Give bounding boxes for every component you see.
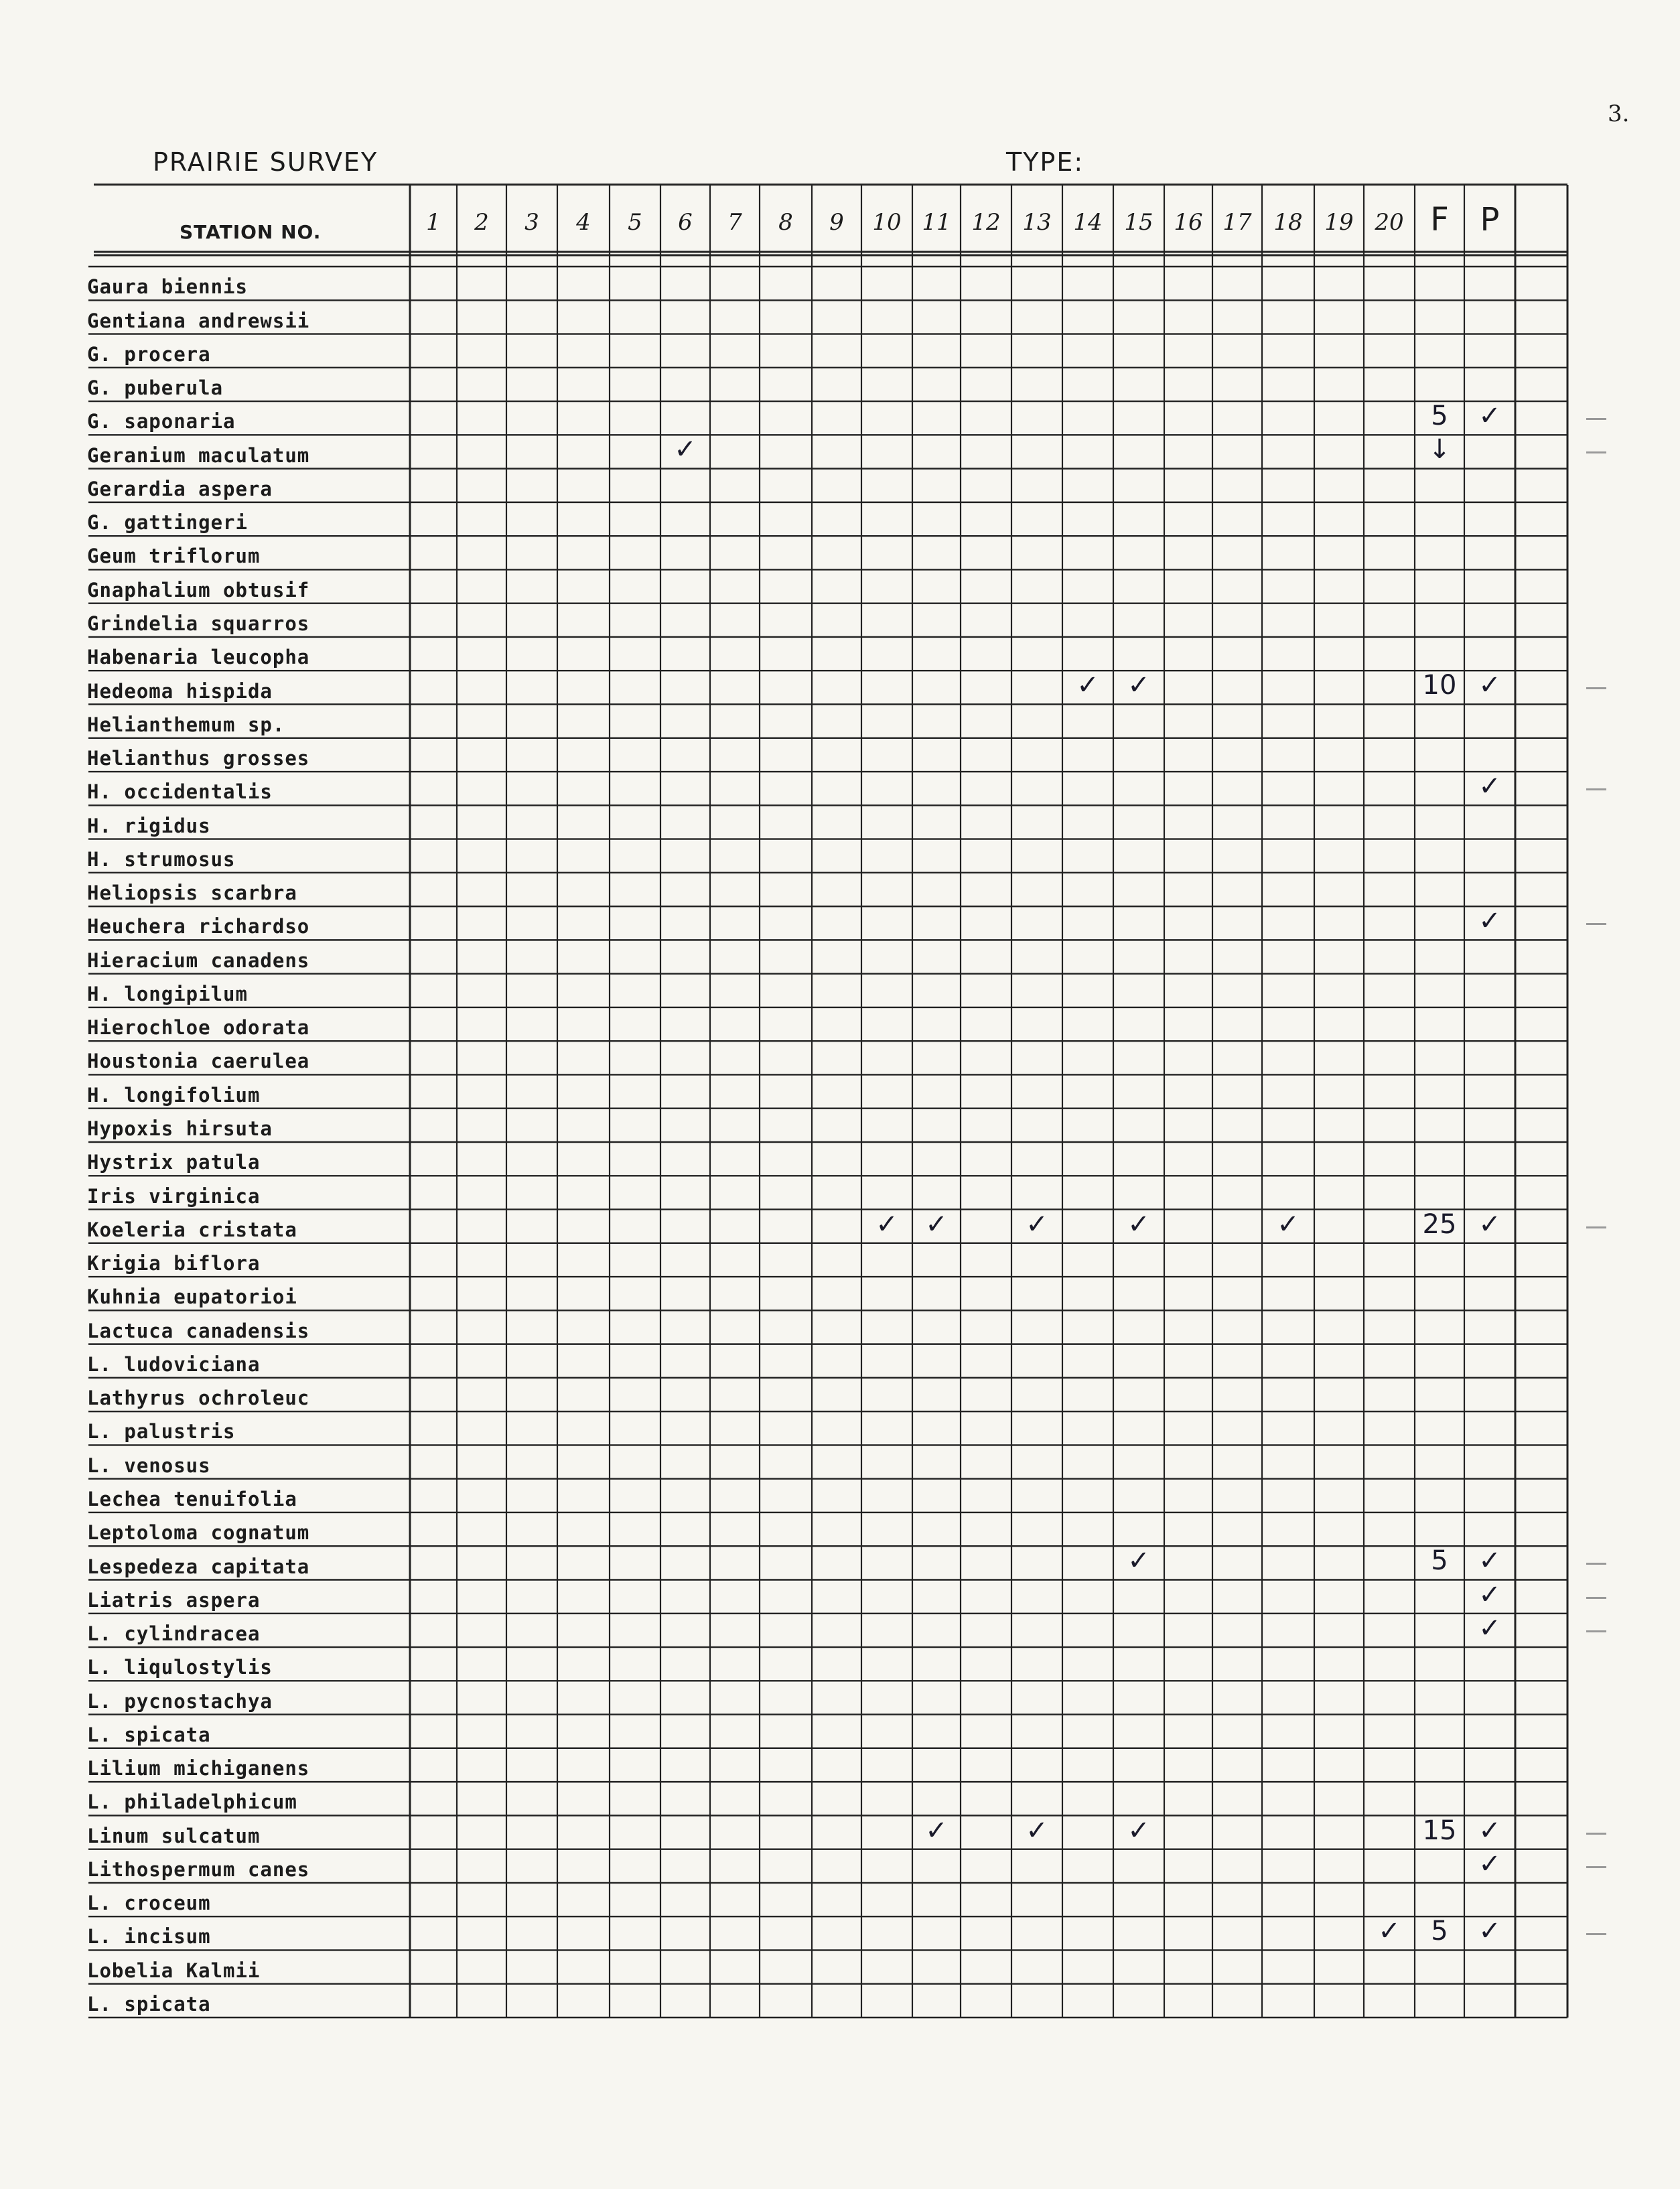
species-name: Grindelia squarros bbox=[87, 612, 310, 635]
type-label: TYPE: bbox=[1006, 147, 1084, 177]
column-header: 11 bbox=[922, 209, 951, 236]
column-header: 18 bbox=[1273, 209, 1303, 236]
species-name: L. venosus bbox=[87, 1454, 211, 1477]
species-name: Gentiana andrewsii bbox=[87, 309, 310, 332]
column-header: 13 bbox=[1022, 209, 1052, 236]
species-name: Heliopsis scarbra bbox=[87, 881, 297, 905]
station-check-mark: ✓ bbox=[674, 434, 697, 466]
margin-dash bbox=[1586, 1630, 1606, 1632]
frequency-value: 5 bbox=[1431, 1916, 1448, 1947]
species-name: L. philadelphicum bbox=[87, 1790, 297, 1814]
column-header: 4 bbox=[576, 209, 591, 236]
frequency-value: 5 bbox=[1431, 1545, 1448, 1577]
station-check-mark: ✓ bbox=[1127, 670, 1150, 701]
species-name: Lactuca canadensis bbox=[87, 1319, 310, 1342]
station-check-mark: ✓ bbox=[1127, 1815, 1150, 1846]
species-name: Gerardia aspera bbox=[87, 477, 273, 500]
margin-dash bbox=[1586, 1833, 1606, 1835]
frequency-value: 25 bbox=[1422, 1208, 1457, 1240]
species-name: Lobelia Kalmii bbox=[87, 1959, 261, 1982]
species-name: L. cylindracea bbox=[87, 1622, 261, 1646]
species-name: Hierochloe odorata bbox=[87, 1016, 310, 1040]
margin-dash bbox=[1586, 1933, 1606, 1935]
column-header: 3 bbox=[524, 209, 539, 236]
column-header: 9 bbox=[829, 209, 844, 236]
species-name: Lilium michiganens bbox=[87, 1757, 310, 1780]
species-name: Liatris aspera bbox=[87, 1588, 261, 1612]
column-header: 12 bbox=[971, 209, 1001, 236]
page-number: 3. bbox=[1608, 100, 1630, 127]
column-header: 8 bbox=[778, 209, 793, 236]
species-name: Gaura biennis bbox=[87, 275, 248, 299]
presence-check-mark: ✓ bbox=[1478, 906, 1501, 937]
species-name: Houstonia caerulea bbox=[87, 1050, 310, 1073]
presence-check-mark: ✓ bbox=[1478, 401, 1501, 432]
species-name: Hystrix patula bbox=[87, 1151, 261, 1174]
frequency-value: 15 bbox=[1422, 1815, 1457, 1846]
species-name: Krigia biflora bbox=[87, 1252, 261, 1275]
presence-check-mark: ✓ bbox=[1478, 1579, 1501, 1610]
frequency-value: ↓ bbox=[1428, 434, 1451, 466]
species-name: L. spicata bbox=[87, 1993, 211, 2016]
species-name: Leptoloma cognatum bbox=[87, 1521, 310, 1545]
column-header: 16 bbox=[1174, 209, 1203, 236]
species-name: Heuchera richardso bbox=[87, 915, 310, 938]
station-label: STATION NO. bbox=[180, 221, 322, 243]
margin-dash bbox=[1586, 788, 1606, 790]
column-header: 20 bbox=[1375, 209, 1404, 236]
species-name: Habenaria leucopha bbox=[87, 646, 310, 669]
station-check-mark: ✓ bbox=[1026, 1815, 1048, 1846]
margin-dash bbox=[1586, 1597, 1606, 1599]
presence-check-mark: ✓ bbox=[1478, 670, 1501, 701]
species-name: Gnaphalium obtusif bbox=[87, 578, 310, 602]
presence-check-mark: ✓ bbox=[1478, 1916, 1501, 1947]
presence-check-mark: ✓ bbox=[1478, 771, 1501, 802]
species-name: H. longipilum bbox=[87, 982, 248, 1005]
frequency-value: 10 bbox=[1422, 670, 1457, 701]
species-name: H. strumosus bbox=[87, 847, 236, 871]
species-name: G. saponaria bbox=[87, 410, 236, 433]
column-header: 5 bbox=[628, 209, 642, 236]
column-header: P bbox=[1480, 201, 1500, 238]
species-name: Kuhnia eupatorioi bbox=[87, 1285, 297, 1309]
species-name: Geranium maculatum bbox=[87, 443, 310, 467]
species-name: G. puberula bbox=[87, 376, 224, 400]
column-header: 17 bbox=[1222, 209, 1252, 236]
station-check-mark: ✓ bbox=[1026, 1208, 1048, 1240]
species-name: Geum triflorum bbox=[87, 545, 261, 568]
species-name: L. liqulostylis bbox=[87, 1656, 273, 1679]
station-check-mark: ✓ bbox=[1076, 670, 1099, 701]
species-name: Hedeoma hispida bbox=[87, 679, 273, 703]
presence-check-mark: ✓ bbox=[1478, 1545, 1501, 1577]
column-header: 14 bbox=[1073, 209, 1103, 236]
species-name: Helianthemum sp. bbox=[87, 713, 285, 736]
column-header: 2 bbox=[474, 209, 489, 236]
species-name: L. pycnostachya bbox=[87, 1689, 273, 1713]
column-header: F bbox=[1430, 201, 1449, 238]
margin-dash bbox=[1586, 923, 1606, 925]
species-name: L. croceum bbox=[87, 1892, 211, 1915]
presence-check-mark: ✓ bbox=[1478, 1208, 1501, 1240]
margin-dash bbox=[1586, 687, 1606, 689]
station-check-mark: ✓ bbox=[1127, 1545, 1150, 1577]
column-header: 19 bbox=[1324, 209, 1354, 236]
station-check-mark: ✓ bbox=[1127, 1208, 1150, 1240]
presence-check-mark: ✓ bbox=[1478, 1848, 1501, 1880]
species-name: G. gattingeri bbox=[87, 511, 248, 535]
species-name: Hypoxis hirsuta bbox=[87, 1117, 273, 1140]
margin-dash bbox=[1586, 418, 1606, 420]
species-name: L. incisum bbox=[87, 1925, 211, 1949]
species-name: Lechea tenuifolia bbox=[87, 1487, 297, 1510]
species-name: H. longifolium bbox=[87, 1083, 261, 1107]
presence-check-mark: ✓ bbox=[1478, 1815, 1501, 1846]
column-header: 6 bbox=[678, 209, 693, 236]
species-name: Iris virginica bbox=[87, 1184, 261, 1208]
station-check-mark: ✓ bbox=[1378, 1916, 1401, 1947]
species-name: Linum sulcatum bbox=[87, 1824, 261, 1847]
species-name: Koeleria cristata bbox=[87, 1218, 297, 1241]
species-name: Helianthus grosses bbox=[87, 747, 310, 770]
species-name: L. spicata bbox=[87, 1723, 211, 1746]
margin-dash bbox=[1586, 1226, 1606, 1228]
column-header: 1 bbox=[426, 209, 441, 236]
station-check-mark: ✓ bbox=[925, 1815, 948, 1846]
margin-dash bbox=[1586, 451, 1606, 453]
column-header: 10 bbox=[872, 209, 902, 236]
column-header: 7 bbox=[727, 209, 742, 236]
margin-dash bbox=[1586, 1866, 1606, 1868]
species-name: Lithospermum canes bbox=[87, 1857, 310, 1881]
species-name: Lespedeza capitata bbox=[87, 1555, 310, 1578]
species-name: H. rigidus bbox=[87, 814, 211, 837]
margin-dash bbox=[1586, 1563, 1606, 1565]
species-name: L. palustris bbox=[87, 1420, 236, 1443]
station-check-mark: ✓ bbox=[1277, 1208, 1300, 1240]
species-name: G. procera bbox=[87, 342, 211, 366]
column-header: 15 bbox=[1124, 209, 1153, 236]
frequency-value: 5 bbox=[1431, 401, 1448, 432]
station-check-mark: ✓ bbox=[925, 1208, 948, 1240]
species-name: H. occidentalis bbox=[87, 780, 273, 804]
presence-check-mark: ✓ bbox=[1478, 1612, 1501, 1644]
species-name: Hieracium canadens bbox=[87, 948, 310, 972]
species-name: L. ludoviciana bbox=[87, 1352, 261, 1376]
station-check-mark: ✓ bbox=[876, 1208, 898, 1240]
species-name: Lathyrus ochroleuc bbox=[87, 1387, 310, 1410]
page-title: PRAIRIE SURVEY bbox=[153, 147, 378, 177]
